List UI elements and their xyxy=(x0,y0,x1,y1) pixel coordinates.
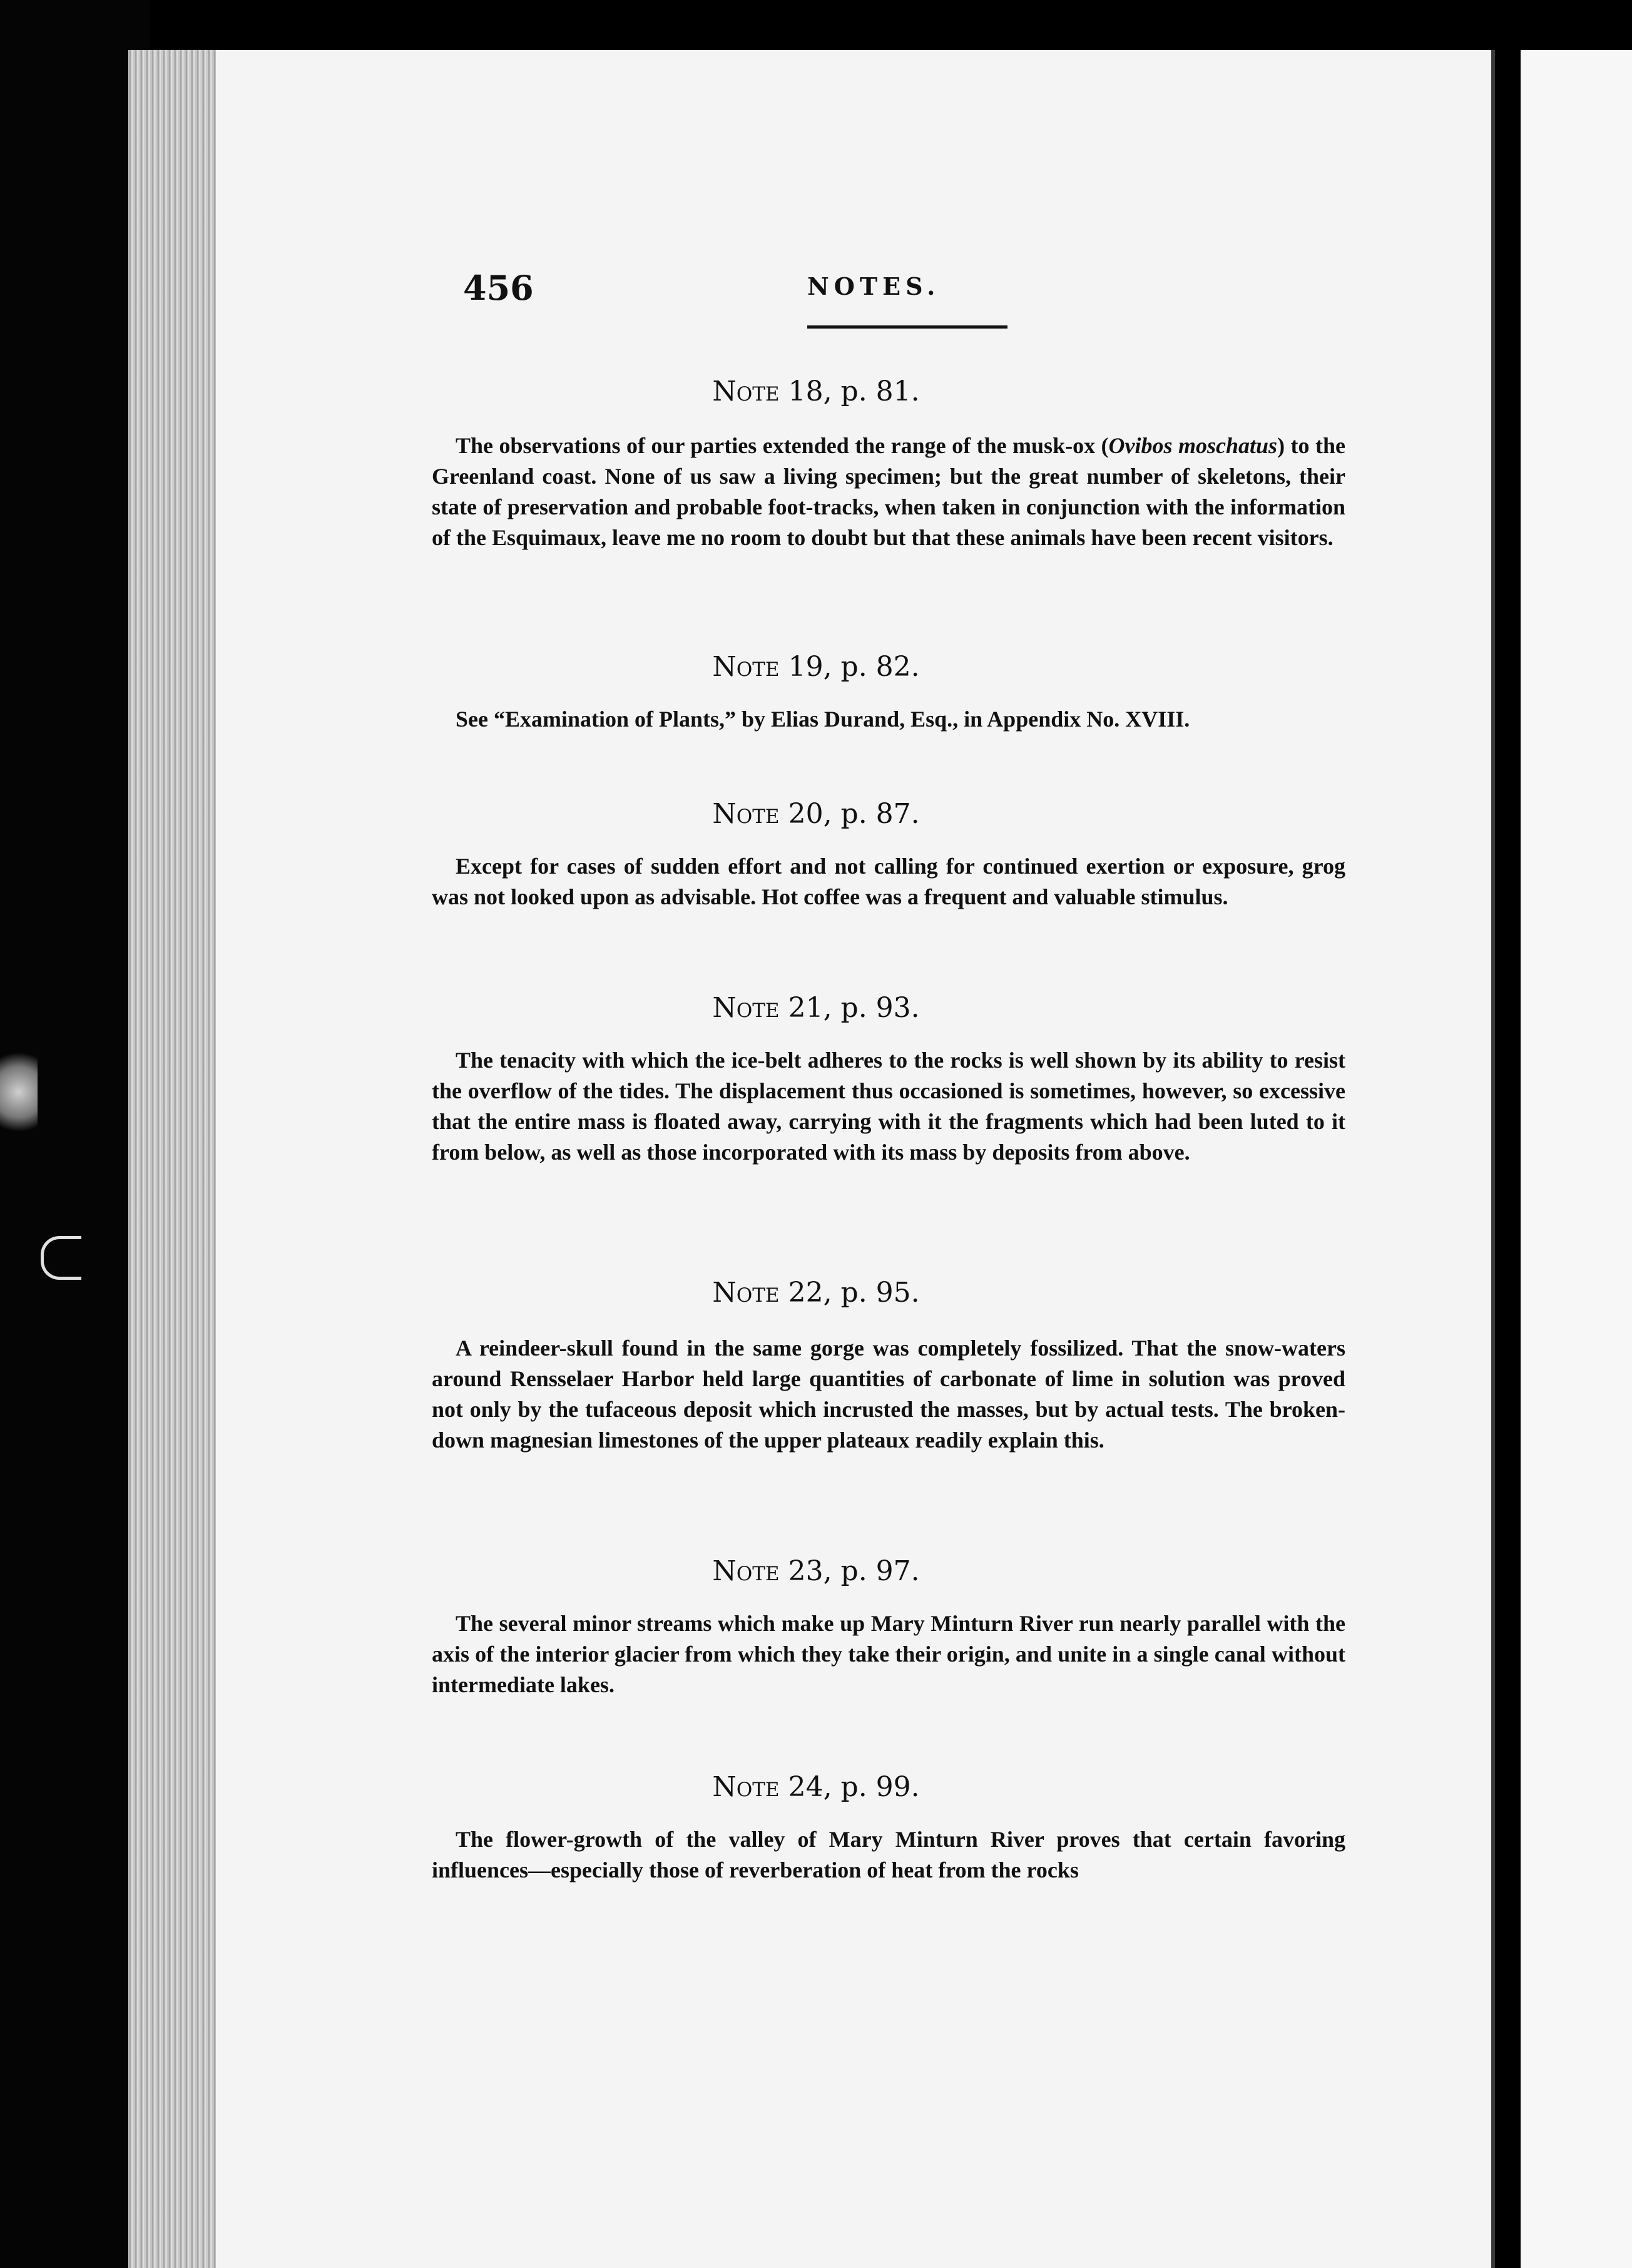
note-paragraph xyxy=(432,1824,1345,1886)
note-ref: 19, p. 82. xyxy=(788,651,920,683)
note-ref: 20, p. 87. xyxy=(788,798,920,830)
note-heading xyxy=(0,992,1632,1024)
note-text: The several minor streams which make up Mary Minturn River run nearly parallel with the axis of the interior glacier from which they take their origin, and unite in a single canal without intermediate lakes. xyxy=(432,1611,1345,1697)
note-paragraph xyxy=(432,1333,1345,1456)
note-text-continued: ) to the Greenland coast. None of us saw a living specimen; but the great number of skeletons, their state of preservation and probable foot-tracks, when taken in conjunction with the information of the Esquimaux, leave me no room to doubt but that these animals have been recent visitors. xyxy=(432,433,1345,550)
note-label: Note xyxy=(712,651,780,683)
running-head-rule xyxy=(807,325,1007,329)
note-text: The observations of our parties extended the range of the musk-ox ( xyxy=(456,433,1109,458)
note-ref: 21, p. 93. xyxy=(788,992,920,1024)
note-text: A reindeer-skull found in the same gorge was completely fossilized. That the snow-waters around Rensselaer Harbor held large quantities of carbonate of lime in solution was proved not only by the tufaceous deposit which incrusted the masses, but by actual tests. The broken-down magnesian limestones of the upper plateaux readily explain this. xyxy=(432,1336,1345,1453)
note-label: Note xyxy=(712,1277,780,1309)
page-number: 456 xyxy=(463,268,534,308)
note-ref: 24, p. 99. xyxy=(788,1771,920,1803)
species-name: Ovibos moschatus xyxy=(1108,433,1278,458)
note-paragraph xyxy=(432,1045,1345,1168)
note-heading xyxy=(0,375,1632,407)
note-paragraph xyxy=(432,851,1345,912)
scan-hook-mark xyxy=(41,1236,81,1280)
note-heading xyxy=(0,1277,1632,1309)
running-head: NOTES. xyxy=(807,272,941,300)
note-label: Note xyxy=(712,1555,780,1587)
note-ref: 23, p. 97. xyxy=(788,1555,920,1587)
note-paragraph xyxy=(432,1608,1345,1700)
note-label: Note xyxy=(712,798,780,830)
note-label: Note xyxy=(712,1771,780,1803)
note-ref: 22, p. 95. xyxy=(788,1277,920,1309)
note-text: Except for cases of sudden effort and not calling for continued exertion or exposure, grog was not looked upon as advisable. Hot coffee was a frequent and valuable stimulus. xyxy=(432,854,1345,909)
note-text: The tenacity with which the ice-belt adheres to the rocks is well shown by its ability to resist the overflow of the tides. The displacement thus occasioned is sometimes, however, so excessive that the entire mass is floated away, carrying with it the fragments which had been luted to it from below, as well as those incorporated with its mass by deposits from above. xyxy=(432,1048,1345,1165)
note-heading xyxy=(0,651,1632,683)
note-label: Note xyxy=(712,992,780,1024)
note-paragraph xyxy=(432,431,1345,553)
note-heading xyxy=(0,1555,1632,1587)
note-paragraph xyxy=(432,704,1345,735)
note-heading xyxy=(0,1771,1632,1803)
note-text: See “Examination of Plants,” by Elias Durand, Esq., in Appendix No. XVIII. xyxy=(456,707,1190,732)
note-ref: 18, p. 81. xyxy=(788,375,920,407)
note-heading xyxy=(0,798,1632,830)
note-text: The flower-growth of the valley of Mary Minturn River proves that certain favoring influences—especially those of reverberation of heat from the rocks xyxy=(432,1827,1345,1882)
note-label: Note xyxy=(712,375,780,407)
scan-blemish xyxy=(0,1039,38,1145)
